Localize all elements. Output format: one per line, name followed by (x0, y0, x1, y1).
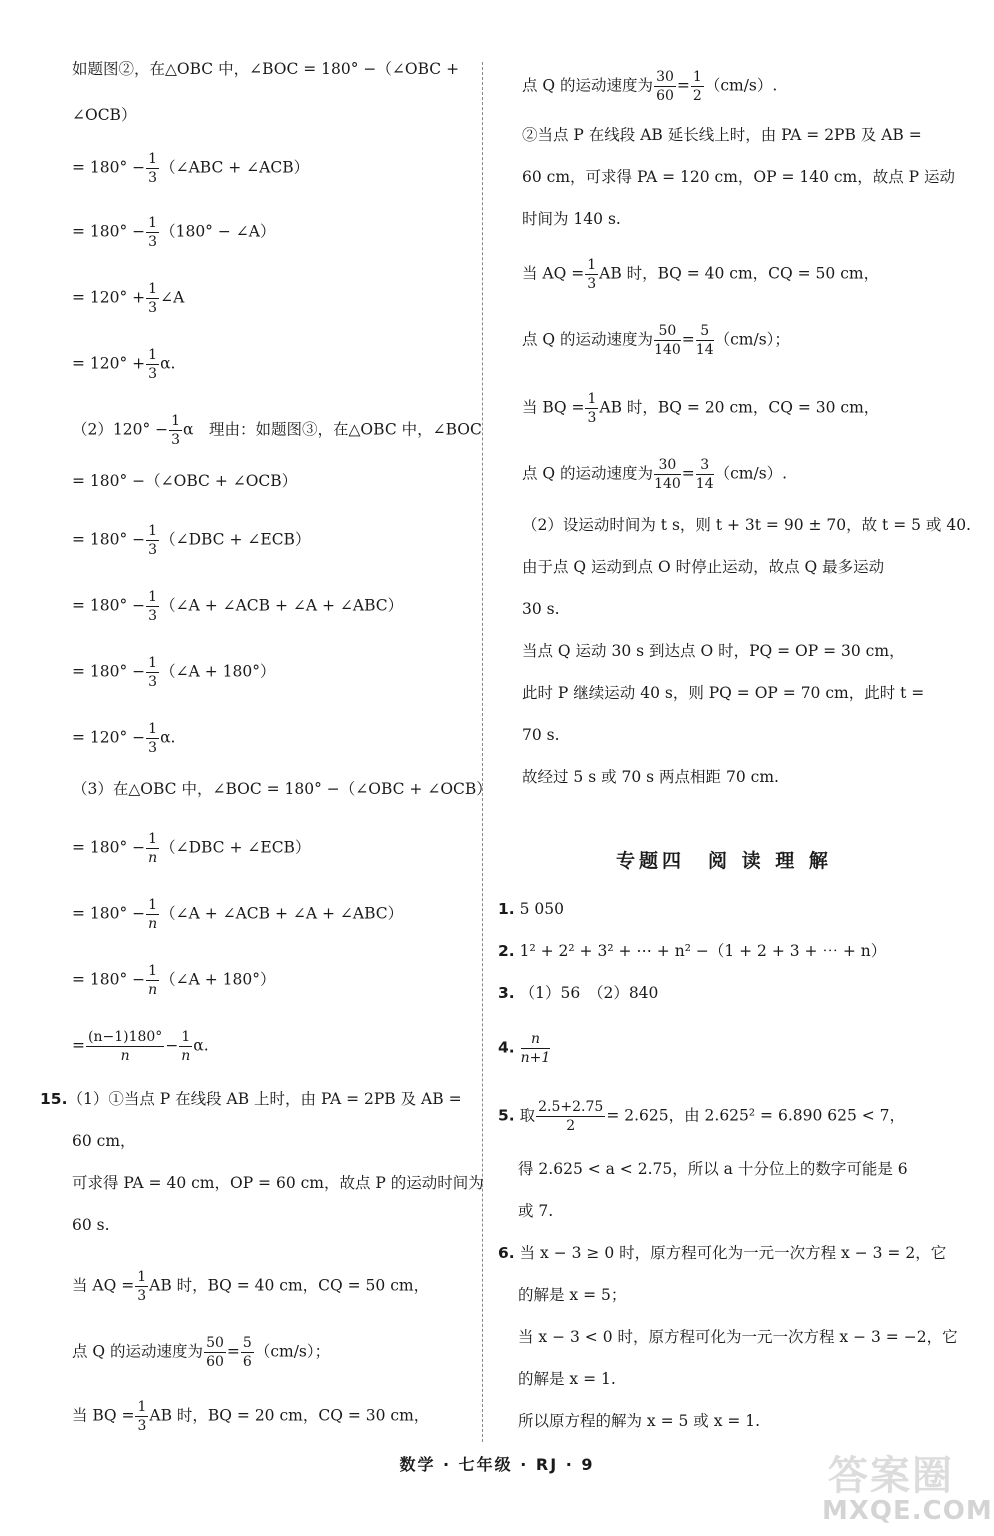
text-line: 60 cm，可求得 PA = 120 cm，OP = 140 cm，故点 P 运动 (522, 168, 956, 186)
text-line: 60 cm， (72, 1132, 136, 1150)
equation-line: 点 Q 的运动速度为 $\frac{30}{140}$ = $\frac{3}{14}$ （cm/s）. (522, 457, 788, 492)
watermark-logo: 答案圈 (828, 1453, 954, 1499)
equation-line: 点 Q 的运动速度为 $\frac{30}{60}$ = $\frac{1}{2}$ （cm/s）. (522, 69, 778, 104)
text-line: 可求得 PA = 40 cm，OP = 60 cm，故点 P 的运动时间为 (72, 1174, 484, 1192)
equation-line: = 180° − $\frac{1}{3}$ （180° − ∠A） (72, 215, 276, 250)
answer-6: 6. 当 x − 3 ≥ 0 时，原方程可化为一元一次方程 x − 3 = 2，它 (498, 1244, 947, 1262)
equation-line: 点 Q 的运动速度为 $\frac{50}{140}$ = $\frac{5}{14}$ （cm/s）； (522, 323, 790, 358)
text-line: （2）设运动时间为 t s，则 t + 3t = 90 ± 70，故 t = 5 或 40. (522, 516, 971, 534)
answer-4: 4. $\frac{n}{n+1}$ (498, 1031, 551, 1066)
page-footer: 数学 · 七年级 · RJ · 9 (399, 1455, 595, 1474)
text-line: ②当点 P 在线段 AB 延长线上时，由 PA = 2PB 及 AB = (522, 126, 922, 144)
watermark-site: MXQE.COM (822, 1496, 993, 1526)
equation-line: = 120° − $\frac{1}{3}$ α. (72, 721, 176, 756)
equation-line: 点 Q 的运动速度为 $\frac{50}{60}$ = $\frac{5}{6}$ （cm/s）； (72, 1335, 331, 1370)
section-title: 专题四 阅 读 理 解 (616, 850, 832, 872)
watermark (808, 1440, 993, 1530)
answer-3: 3. （1）56 （2）840 (498, 984, 659, 1002)
text-line: 由于点 Q 运动到点 O 时停止运动，故点 Q 最多运动 (522, 558, 885, 576)
text-line: 得 2.625 < a < 2.75，所以 a 十分位上的数字可能是 6 (518, 1160, 908, 1178)
text-line: 的解是 x = 1. (518, 1370, 616, 1388)
equation-line: 当 BQ = $\frac{1}{3}$ AB 时，BQ = 20 cm，CQ = 30 cm， (72, 1399, 430, 1434)
equation-line: 当 BQ = $\frac{1}{3}$ AB 时，BQ = 20 cm，CQ = 30 cm， (522, 391, 880, 426)
text-line: 或 7. (518, 1202, 554, 1220)
equation-line: = 180° − $\frac{1}{n}$ （∠DBC + ∠ECB） (72, 831, 311, 866)
equation-line: 当 AQ = $\frac{1}{3}$ AB 时，BQ = 40 cm，CQ = 50 cm， (522, 257, 880, 292)
text-line: 70 s. (522, 726, 560, 744)
equation-line: 当 AQ = $\frac{1}{3}$ AB 时，BQ = 40 cm，CQ = 50 cm， (72, 1269, 430, 1304)
text-line: 此时 P 继续运动 40 s，则 PQ = OP = 70 cm，此时 t = (522, 684, 925, 702)
answer-2: 2. 1² + 2² + 3² + ⋯ + n² −（1 + 2 + 3 + ⋯ + n） (498, 942, 887, 960)
equation-line: = $\frac{(n-1)180^\circ}{n}$ − $\frac{1}{n}$ α. (72, 1029, 209, 1064)
text-line: （3）在△OBC 中，∠BOC = 180° −（∠OBC + ∠OCB） (72, 780, 492, 798)
equation-line: = 120° + $\frac{1}{3}$ α. (72, 347, 176, 382)
text-line: 所以原方程的解为 x = 5 或 x = 1. (518, 1412, 761, 1430)
text-line: 故经过 5 s 或 70 s 两点相距 70 cm. (522, 768, 779, 786)
answer-1: 1. 5 050 (498, 900, 564, 918)
text-line: 当 x − 3 < 0 时，原方程可化为一元一次方程 x − 3 = −2，它 (518, 1328, 958, 1346)
question-15: 15.（1）①当点 P 在线段 AB 上时，由 PA = 2PB 及 AB = (40, 1090, 462, 1108)
text-line: 60 s. (72, 1216, 110, 1234)
equation-line: = 180° − $\frac{1}{n}$ （∠A + 180°） (72, 963, 276, 998)
equation-line: = 180° − $\frac{1}{3}$ （∠A + ∠ACB + ∠A + ∠ABC） (72, 589, 404, 624)
equation-line: = 180° −（∠OBC + ∠OCB） (72, 472, 298, 490)
text-line: ∠OCB） (72, 106, 137, 124)
equation-line: = 180° − $\frac{1}{3}$ （∠A + 180°） (72, 655, 276, 690)
text-line: 时间为 140 s. (522, 210, 621, 228)
equation-line: = 180° − $\frac{1}{n}$ （∠A + ∠ACB + ∠A + ∠ABC） (72, 897, 404, 932)
equation-line: （2）120° − $\frac{1}{3}$ α 理由：如题图③，在△OBC 中，∠BOC (72, 413, 482, 448)
text-line: 30 s. (522, 600, 560, 618)
text-line: 如题图②，在△OBC 中，∠BOC = 180° −（∠OBC + (72, 60, 460, 78)
equation-line: = 120° + $\frac{1}{3}$ ∠A (72, 281, 185, 316)
answer-5: 5. 取 $\frac{2.5+2.75}{2}$ = 2.625，由 2.625² = 6.890 625 < 7， (498, 1099, 906, 1134)
equation-line: = 180° − $\frac{1}{3}$ （∠DBC + ∠ECB） (72, 523, 311, 558)
equation-line: = 180° − $\frac{1}{3}$ （∠ABC + ∠ACB） (72, 151, 310, 186)
text-line: 的解是 x = 5； (518, 1286, 627, 1304)
column-divider (482, 62, 483, 1442)
text-line: 当点 Q 运动 30 s 到达点 O 时，PQ = OP = 30 cm， (522, 642, 905, 660)
